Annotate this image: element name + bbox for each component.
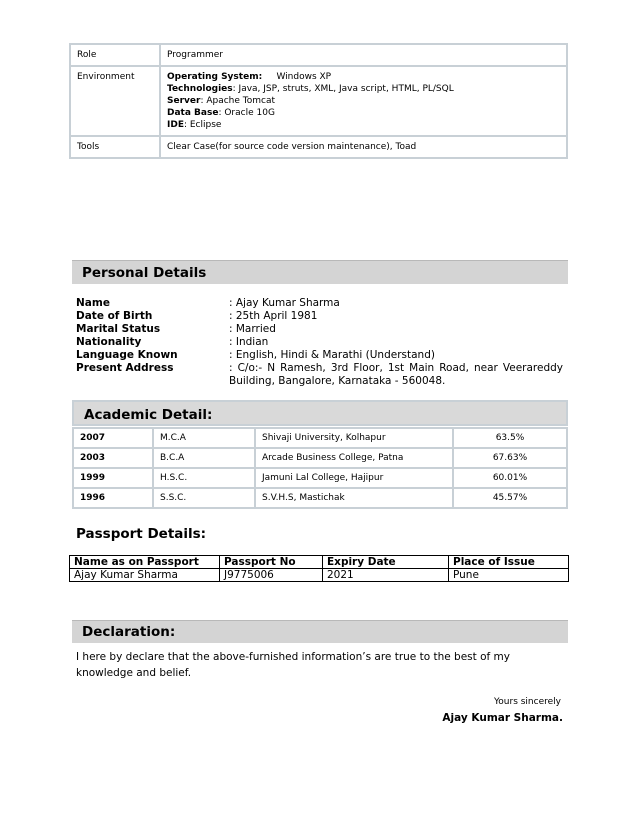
table-row bbox=[70, 136, 567, 158]
detail-label: Language Known bbox=[76, 349, 178, 361]
table-row bbox=[73, 448, 567, 468]
env-line: Operating System: Windows XP bbox=[167, 72, 332, 82]
cell: J9775006 bbox=[220, 569, 323, 582]
table-row bbox=[73, 488, 567, 508]
year-cell: 2007 bbox=[73, 428, 153, 448]
signature-name: Ajay Kumar Sharma. bbox=[442, 712, 563, 724]
header-cell: Expiry Date bbox=[323, 556, 449, 569]
year-cell: 2003 bbox=[73, 448, 153, 468]
detail-label: Date of Birth bbox=[76, 310, 153, 322]
detail-label: Name bbox=[76, 297, 110, 309]
environment-label: Environment bbox=[70, 66, 160, 136]
detail-value: : Ajay Kumar Sharma bbox=[229, 297, 340, 309]
header-cell: Passport No bbox=[220, 556, 323, 569]
academic-table bbox=[72, 427, 568, 509]
degree-cell: B.C.A bbox=[153, 448, 255, 468]
closing-text: Yours sincerely bbox=[493, 697, 561, 707]
environment-value bbox=[160, 66, 567, 136]
project-table bbox=[69, 43, 568, 159]
table-row bbox=[70, 44, 567, 66]
score-cell: 60.01% bbox=[453, 468, 567, 488]
detail-value: : C/o:- N Ramesh, 3rd Floor, 1st Main Road, near Veerareddy Building, Bangalore, Karnataka - 560048. bbox=[229, 362, 563, 387]
table-row bbox=[73, 428, 567, 448]
declaration-heading: Declaration: bbox=[72, 620, 568, 643]
personal-details-heading: Personal Details bbox=[72, 260, 568, 284]
passport-table bbox=[69, 555, 569, 582]
detail-value: : Indian bbox=[229, 336, 269, 348]
institute-cell: Arcade Business College, Patna bbox=[255, 448, 453, 468]
year-cell: 1999 bbox=[73, 468, 153, 488]
env-line: Technologies: Java, JSP, struts, XML, Java script, HTML, PL/SQL bbox=[167, 84, 454, 94]
degree-cell: M.C.A bbox=[153, 428, 255, 448]
detail-value: : English, Hindi & Marathi (Understand) bbox=[229, 349, 435, 361]
cell: Pune bbox=[449, 569, 569, 582]
degree-cell: H.S.C. bbox=[153, 468, 255, 488]
score-cell: 63.5% bbox=[453, 428, 567, 448]
env-line: Data Base: Oracle 10G bbox=[167, 108, 275, 118]
env-line: Server: Apache Tomcat bbox=[167, 96, 275, 106]
tools-label: Tools bbox=[70, 136, 160, 158]
header-cell: Place of Issue bbox=[449, 556, 569, 569]
role-value: Programmer bbox=[160, 44, 567, 66]
table-row bbox=[73, 468, 567, 488]
table-row bbox=[70, 569, 569, 582]
institute-cell: Jamuni Lal College, Hajipur bbox=[255, 468, 453, 488]
detail-label: Present Address bbox=[76, 362, 174, 374]
declaration-text: I here by declare that the above-furnished information’s are true to the best of my knowledge and belief. bbox=[76, 651, 510, 679]
passport-details-heading: Passport Details: bbox=[76, 526, 207, 542]
env-line: IDE: Eclipse bbox=[167, 120, 222, 130]
year-cell: 1996 bbox=[73, 488, 153, 508]
header-cell: Name as on Passport bbox=[70, 556, 220, 569]
tools-value: Clear Case(for source code version maintenance), Toad bbox=[160, 136, 567, 158]
detail-label: Nationality bbox=[76, 336, 142, 348]
detail-label: Marital Status bbox=[76, 323, 161, 335]
detail-value: : 25th April 1981 bbox=[229, 310, 318, 322]
score-cell: 45.57% bbox=[453, 488, 567, 508]
degree-cell: S.S.C. bbox=[153, 488, 255, 508]
score-cell: 67.63% bbox=[453, 448, 567, 468]
table-row bbox=[70, 66, 567, 136]
institute-cell: Shivaji University, Kolhapur bbox=[255, 428, 453, 448]
table-header-row bbox=[70, 556, 569, 569]
institute-cell: S.V.H.S, Mastichak bbox=[255, 488, 453, 508]
cell: 2021 bbox=[323, 569, 449, 582]
academic-detail-heading: Academic Detail: bbox=[72, 400, 568, 426]
role-label: Role bbox=[70, 44, 160, 66]
cell: Ajay Kumar Sharma bbox=[70, 569, 220, 582]
detail-value: : Married bbox=[229, 323, 276, 335]
